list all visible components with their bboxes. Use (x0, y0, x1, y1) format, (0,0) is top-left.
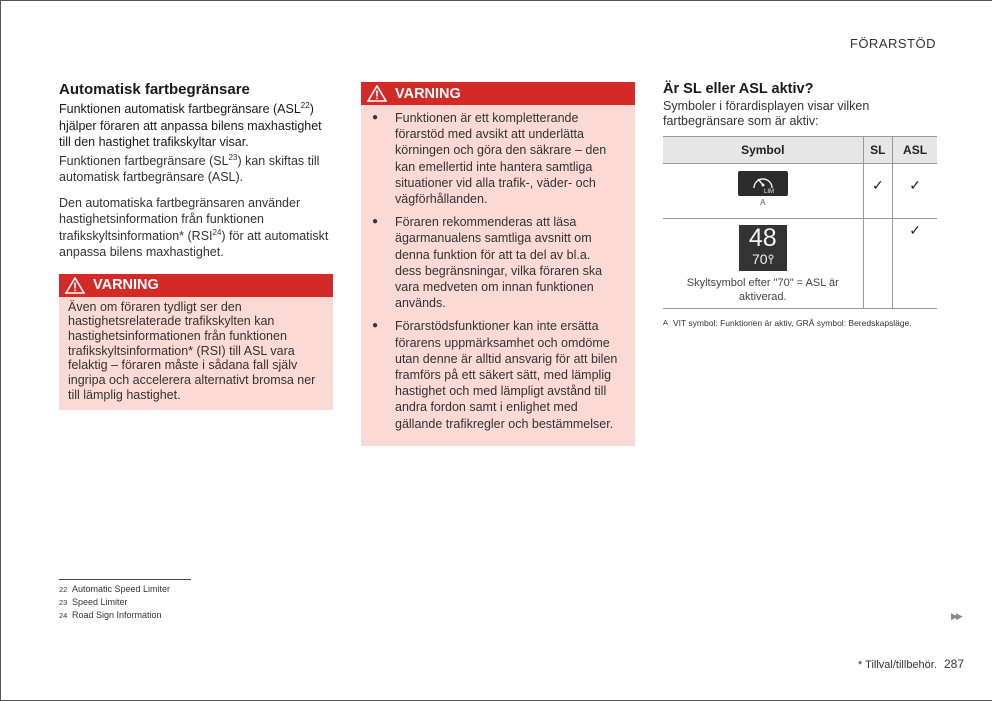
footnote-number: 24 (59, 611, 68, 620)
p1-text-b: ) kan skiftas till automatisk fartbegränsare (ASL). (59, 153, 320, 184)
body-paragraph-2 (59, 195, 333, 261)
table-footnote (663, 318, 937, 329)
column-middle (361, 82, 635, 446)
list-item: ● Förarstödsfunktioner kan inte ersätta förarens uppmärksamhet och omdöme utan denne är alltid ansvarig för att bilen framförs på ett säkert sätt, med lämplig hastighet och med lämpligt avstånd till andra fordon samt i enlighet med gällande trafikregler och bestämmelser. (369, 318, 619, 431)
body-paragraph-1 (59, 153, 333, 186)
checkmark: ✓ (909, 222, 921, 238)
table-header-row (663, 137, 937, 164)
speed-sign-icon (739, 225, 787, 271)
footnote-23 (59, 596, 191, 609)
warning-box-1 (59, 274, 333, 411)
lead-text-b: ) hjälper föraren att anpassa bilens maxhastighet till den hastighet trafikskyltar visar. (59, 102, 322, 149)
table-footnote-key: A (663, 318, 669, 327)
footnote-24 (59, 609, 191, 622)
symbol-cell (663, 164, 863, 219)
footnote-text: Speed Limiter (72, 597, 128, 607)
intro-paragraph: Symboler i förardisplayen visar vilken fartbegränsare som är aktiv: (663, 99, 870, 128)
p1-text-a: Funktionen fartbegränsare (SL (59, 153, 229, 168)
warning-triangle-icon (367, 85, 387, 102)
footnote-ref-23[interactable]: 23 (228, 152, 238, 162)
footnote-text: Road Sign Information (72, 610, 162, 620)
section-title: Automatisk fartbegränsare (59, 81, 250, 98)
checkmark: ✓ (871, 177, 884, 193)
symbol-table (663, 136, 937, 309)
col-header-asl: ASL (893, 137, 937, 164)
list-item: ● Funktionen är ett kompletterande förarstöd med avsikt att underlätta körningen och göra den säkrare – den kan emellertid inte hantera samtliga situationer vid alla trafik-, väder- och vägförhållanden. (369, 110, 619, 207)
table-footnote-text: VIT symbol: Funktionen är aktiv, GRÅ symbol: Beredskapsläge. (673, 318, 912, 328)
current-speed: 48 (748, 224, 777, 252)
speedometer-icon (738, 171, 788, 196)
list-item: ● Föraren rekommenderas att läsa ägarmanualens samtliga avsnitt om denna funktion för att ta del av bl.a. dess begränsningar, vilka föraren ska vara medveten om innan funktionen används. (369, 214, 619, 311)
warning-triangle-icon (65, 277, 85, 294)
footnote-text: Automatic Speed Limiter (72, 584, 171, 594)
asl-cell (893, 164, 937, 219)
sign-speed-row (739, 252, 787, 267)
footnote-ref-22[interactable]: 22 (300, 100, 310, 110)
subsection-title: Är SL eller ASL aktiv? (663, 81, 814, 97)
checkmark (864, 219, 893, 232)
checkmark: ✓ (909, 177, 921, 193)
warning-bullet-list (361, 105, 635, 446)
symbol-cell (663, 219, 863, 309)
column-right (663, 81, 937, 329)
table-row (663, 164, 937, 219)
sl-cell (863, 164, 893, 219)
footnote-ref-24[interactable]: 24 (212, 227, 222, 237)
footnote-number: 22 (59, 585, 68, 594)
p2-text-b: ) för att automatiskt anpassa bilens maxhastighet. (59, 228, 329, 259)
page-number: 287 (943, 657, 964, 671)
warning-box-2 (361, 82, 635, 446)
footnote-marker-a: A (760, 198, 766, 207)
col-header-symbol: Symbol (663, 137, 863, 164)
asl-cell (893, 219, 937, 309)
sign-indicator-icon (768, 254, 774, 264)
footer-note: * Tillval/tillbehör. (858, 659, 937, 671)
warning-label: VARNING (395, 85, 461, 102)
section-header: FÖRARSTÖD (849, 36, 936, 51)
sign-speed: 70 (751, 251, 768, 267)
lead-text-a: Funktionen automatisk fartbegränsare (ASL (59, 102, 301, 116)
col-header-sl: SL (863, 137, 893, 164)
svg-text:LIM: LIM (763, 189, 774, 195)
warning-label: VARNING (93, 277, 159, 293)
warning-text: Även om föraren tydligt ser den hastighetsrelaterade trafikskylten kan hastighetsinformationen från funktionen trafikskyltsinformation* (RSI) till ASL vara felaktig – föraren måste i sådana fall själv ingripa och accelerera alternativt bromsa ner till lämplig hastighet. (68, 299, 316, 402)
table-row (663, 219, 937, 309)
footnote-number: 23 (59, 598, 68, 607)
warning-header (59, 274, 333, 297)
lead-paragraph (59, 101, 333, 151)
symbol-caption: Skyltsymbol efter "70" = ASL är aktiverad. (686, 277, 839, 303)
lim-speedometer-icon (738, 171, 788, 196)
warning-header (361, 82, 635, 105)
column-left (59, 81, 333, 410)
footnotes (59, 579, 191, 622)
footnote-22 (59, 583, 191, 596)
continue-arrows-icon[interactable]: ▶▶ (951, 611, 961, 621)
p2-text-a: Den automatiska fartbegränsaren använder hastighetsinformation från funktionen trafikskyltsinformation* (RSI (59, 195, 301, 243)
page-footer (858, 657, 964, 671)
sl-cell (863, 219, 893, 309)
